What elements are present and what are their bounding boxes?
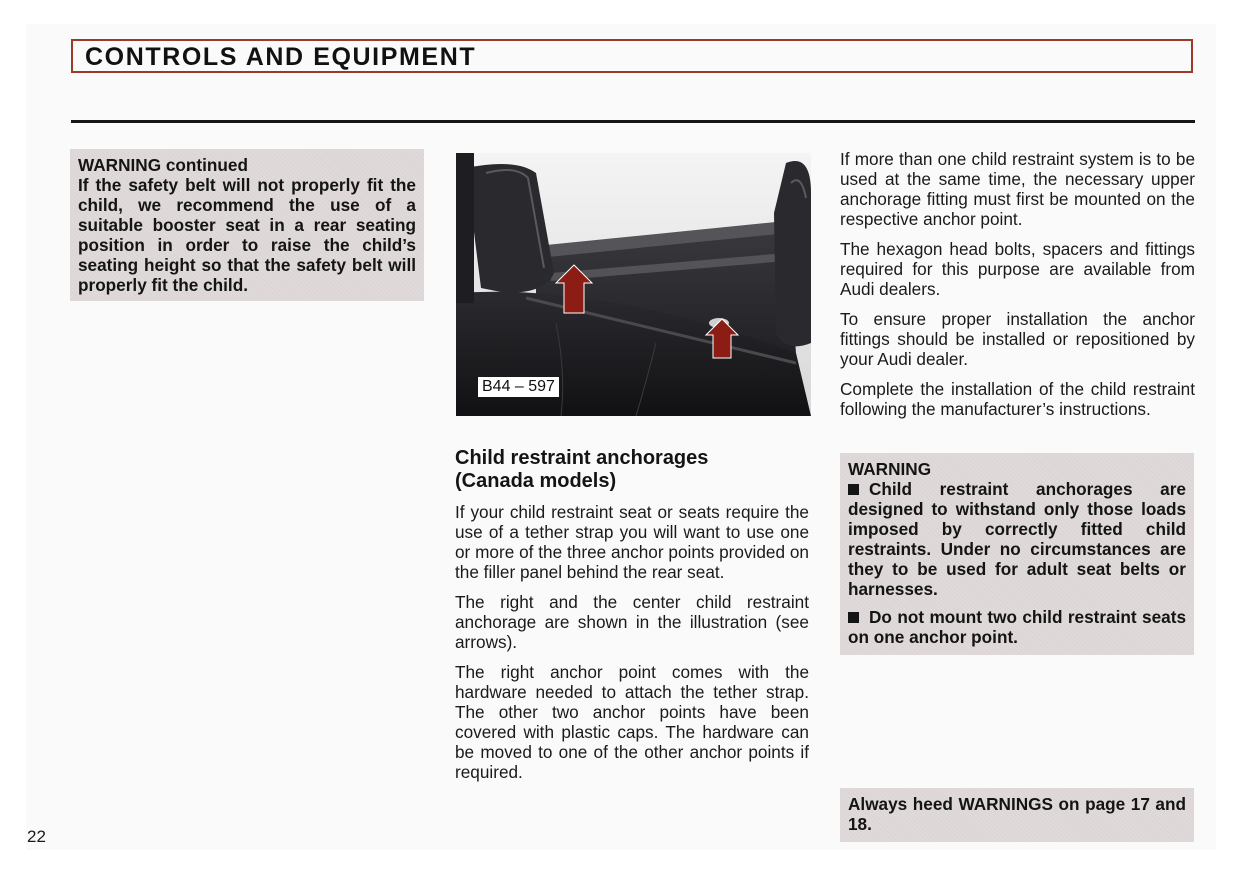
- square-bullet-icon: [848, 484, 859, 495]
- warnings-reference-text: Always heed WARNINGS on page 17 and 18.: [848, 794, 1186, 834]
- body-paragraph: Complete the installation of the child restraint following the manufacturer’s instructions.: [840, 379, 1195, 419]
- warning-continued-box: [70, 149, 424, 301]
- warning-item: Do not mount two child restraint seats on one anchor point.: [848, 607, 1186, 647]
- middle-column-body: [455, 502, 809, 792]
- body-paragraph: If your child restraint seat or seats require the use of a tether strap you will want to use one or more of the three anchor points provided on the filler panel behind the rear seat.: [455, 502, 809, 582]
- body-paragraph: If more than one child restraint system is to be used at the same time, the necessary upper anchorage fitting must first be mounted on the respective anchor point.: [840, 149, 1195, 229]
- section-header-box: [71, 39, 1193, 73]
- square-bullet-icon: [848, 612, 859, 623]
- warning-heading: WARNING: [848, 459, 932, 479]
- page-title: CONTROLS AND EQUIPMENT: [85, 43, 477, 71]
- section-heading-line1: Child restraint anchorages: [455, 447, 709, 469]
- warning-box: [840, 453, 1194, 655]
- warning-continued-heading: WARNING continued: [78, 155, 248, 175]
- body-paragraph: To ensure proper installation the anchor fittings should be installed or repositioned by your Audi dealer.: [840, 309, 1195, 369]
- right-column-body: [840, 149, 1195, 429]
- body-paragraph: The right and the center child restraint anchorage are shown in the illustration (see arrows).: [455, 592, 809, 652]
- warning-continued-text: If the safety belt will not properly fit the child, we recommend the use of a suitable booster seat in a rear seating position in order to raise the child’s seating height so that the safety belt will properly fit the child.: [78, 175, 416, 295]
- page-number: 22: [27, 827, 46, 846]
- anchorage-illustration: [456, 153, 811, 416]
- header-rule-divider: [71, 120, 1195, 123]
- warnings-reference-box: [840, 788, 1194, 842]
- body-paragraph: The right anchor point comes with the hardware needed to attach the tether strap. The other two anchor points have been covered with plastic caps. The hardware can be moved to one of the other anchor points if required.: [455, 662, 809, 782]
- figure-label: B44 – 597: [478, 377, 559, 397]
- body-paragraph: The hexagon head bolts, spacers and fittings required for this purpose are available from Audi dealers.: [840, 239, 1195, 299]
- section-heading: [455, 447, 815, 493]
- section-heading-line2: (Canada models): [455, 470, 617, 492]
- warning-item: Child restraint anchorages are designed to withstand only those loads imposed by correctly fitted child restraints. Under no circumstances are they to be used for adult seat belts or harnesses.: [848, 479, 1186, 599]
